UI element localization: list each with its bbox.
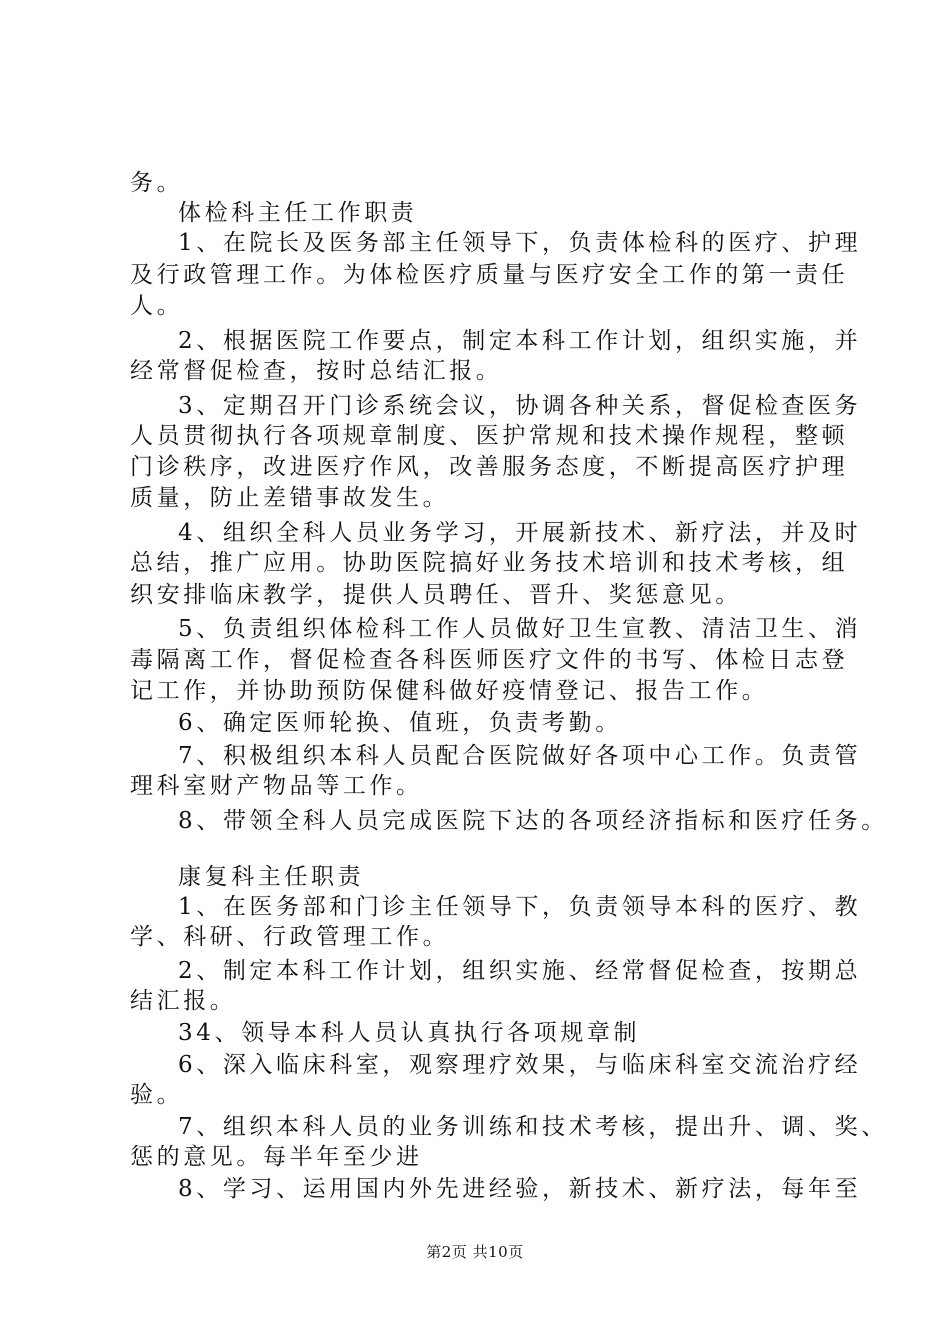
text-line: 人。 [130, 293, 184, 319]
text-line: 4、组织全科人员业务学习，开展新技术、新疗法，并及时 [178, 520, 862, 546]
text-line: 8、学习、运用国内外先进经验，新技术、新疗法，每年至 [178, 1176, 862, 1202]
text-line: 验。 [130, 1082, 184, 1108]
text-line: 理科室财产物品等工作。 [130, 773, 423, 799]
text-line: 人员贯彻执行各项规章制度、医护常规和技术操作规程，整顿 [130, 423, 849, 449]
text-line: 质量，防止差错事故发生。 [130, 485, 450, 511]
text-line: 8、带领全科人员完成医院下达的各项经济指标和医疗任务。 [178, 808, 888, 834]
text-line: 2、制定本科工作计划，组织实施、经常督促检查，按期总 [178, 958, 862, 984]
text-line: 及行政管理工作。为体检医疗质量与医疗安全工作的第一责任 [130, 262, 849, 288]
text-line: 经常督促检查，按时总结汇报。 [130, 358, 503, 384]
page-footer: 第2页 共10页 [426, 1243, 524, 1261]
text-line: 门诊秩序，改进医疗作风，改善服务态度，不断提高医疗护理 [130, 454, 849, 480]
section-heading: 体检科主任工作职责 [178, 200, 418, 226]
text-line: 7、组织本科人员的业务训练和技术考核，提出升、调、奖、 [178, 1114, 888, 1140]
text-line: 务。 [130, 170, 184, 196]
text-line: 34、领导本科人员认真执行各项规章制 [178, 1020, 641, 1046]
text-line: 织安排临床教学，提供人员聘任、晋升、奖惩意见。 [130, 582, 742, 608]
text-line: 6、确定医师轮换、值班，负责考勤。 [178, 710, 622, 736]
text-line: 结汇报。 [130, 988, 237, 1014]
text-line: 惩的意见。每半年至少进 [130, 1144, 423, 1170]
text-line: 3、定期召开门诊系统会议，协调各种关系，督促检查医务 [178, 393, 862, 419]
text-line: 6、深入临床科室，观察理疗效果，与临床科室交流治疗经 [178, 1052, 862, 1078]
text-line: 5、负责组织体检科工作人员做好卫生宣教、清洁卫生、消 [178, 616, 862, 642]
text-line: 1、在医务部和门诊主任领导下，负责领导本科的医疗、教 [178, 894, 862, 920]
section-heading: 康复科主任职责 [178, 864, 365, 890]
text-line: 2、根据医院工作要点，制定本科工作计划，组织实施，并 [178, 328, 862, 354]
text-line: 学、科研、行政管理工作。 [130, 924, 450, 950]
text-line: 记工作，并协助预防保健科做好疫情登记、报告工作。 [130, 678, 769, 704]
text-line: 7、积极组织本科人员配合医院做好各项中心工作。负责管 [178, 743, 862, 769]
text-line: 1、在院长及医务部主任领导下，负责体检科的医疗、护理 [178, 230, 862, 256]
text-line: 毒隔离工作，督促检查各科医师医疗文件的书写、体检日志登 [130, 647, 849, 673]
text-line: 总结，推广应用。协助医院搞好业务技术培训和技术考核，组 [130, 550, 849, 576]
